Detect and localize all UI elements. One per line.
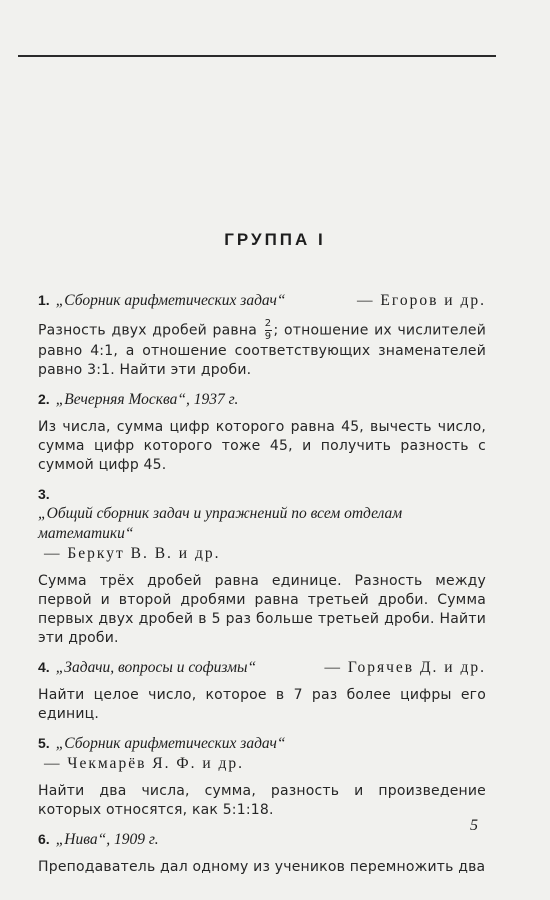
problem-4 — [38, 657, 486, 724]
problem-text: Найти целое число, которое в 7 раз более цифры его единиц. — [38, 687, 486, 722]
problem-number: 1. — [38, 292, 50, 308]
problem-6 — [38, 829, 486, 877]
fraction-numerator: 2 — [264, 318, 272, 329]
problem-5 — [38, 733, 486, 820]
problem-2 — [38, 389, 486, 475]
problem-number: 6. — [38, 831, 50, 847]
problem-1 — [38, 290, 486, 380]
problem-number: 4. — [38, 659, 50, 675]
problem-source: „Общий сборник задач и упражнений по всем отделам математики“ — [38, 505, 403, 542]
problem-number: 2. — [38, 391, 50, 407]
problem-heading — [38, 829, 486, 850]
problem-text-part: ; отношение их числителей равно 4:1, а отношение соответствующих знаменателей равно 3:1. Найти эти дроби. — [38, 322, 486, 378]
problem-source: „Сборник арифметических задач“ — [55, 735, 286, 752]
problem-number: 5. — [38, 735, 50, 751]
problem-heading — [38, 733, 486, 774]
header-rule — [18, 55, 496, 57]
page-number: 5 — [470, 817, 478, 834]
problem-author: — Горячев Д. и др. — [324, 659, 486, 676]
problem-3 — [38, 484, 486, 648]
problem-number: 3. — [38, 486, 50, 502]
problem-text: Сумма трёх дробей равна единице. Разность между первой и второй дробями равна третьей дроби. Сумма первых двух дробей в 5 раз больше третьей дроби. Найти эти дроби. — [38, 573, 486, 646]
problem-heading — [38, 657, 486, 678]
problem-source: „Сборник арифметических задач“ — [55, 292, 286, 309]
fraction — [265, 319, 272, 342]
problem-text — [38, 319, 486, 380]
problem-list — [38, 290, 486, 886]
problem-source: „Нива“, 1909 г. — [55, 831, 159, 848]
problem-author: — Чекмарёв Я. Ф. и др. — [44, 755, 245, 772]
problem-author: — Беркут В. В. и др. — [44, 545, 221, 562]
problem-heading — [38, 290, 486, 311]
problem-author: — Егоров и др. — [357, 292, 486, 309]
fraction-denominator: 9 — [264, 331, 272, 342]
problem-source: „Задачи, вопросы и софизмы“ — [55, 659, 257, 676]
problem-text: Из числа, сумма цифр которого равна 45, вычесть число, сумма цифр которого тоже 45, и получить разность с суммой цифр 45. — [38, 419, 486, 473]
problem-text: Найти два числа, сумма, разность и произведение которых относятся, как 5:1:18. — [38, 783, 486, 818]
group-title: ГРУППА I — [224, 230, 326, 249]
problem-text-part: Разность двух дробей равна — [38, 322, 263, 339]
problem-text: Преподаватель дал одному из учеников перемножить два — [38, 859, 486, 875]
problem-heading — [38, 389, 486, 410]
problem-heading — [38, 484, 486, 564]
problem-source: „Вечерняя Москва“, 1937 г. — [55, 391, 239, 408]
